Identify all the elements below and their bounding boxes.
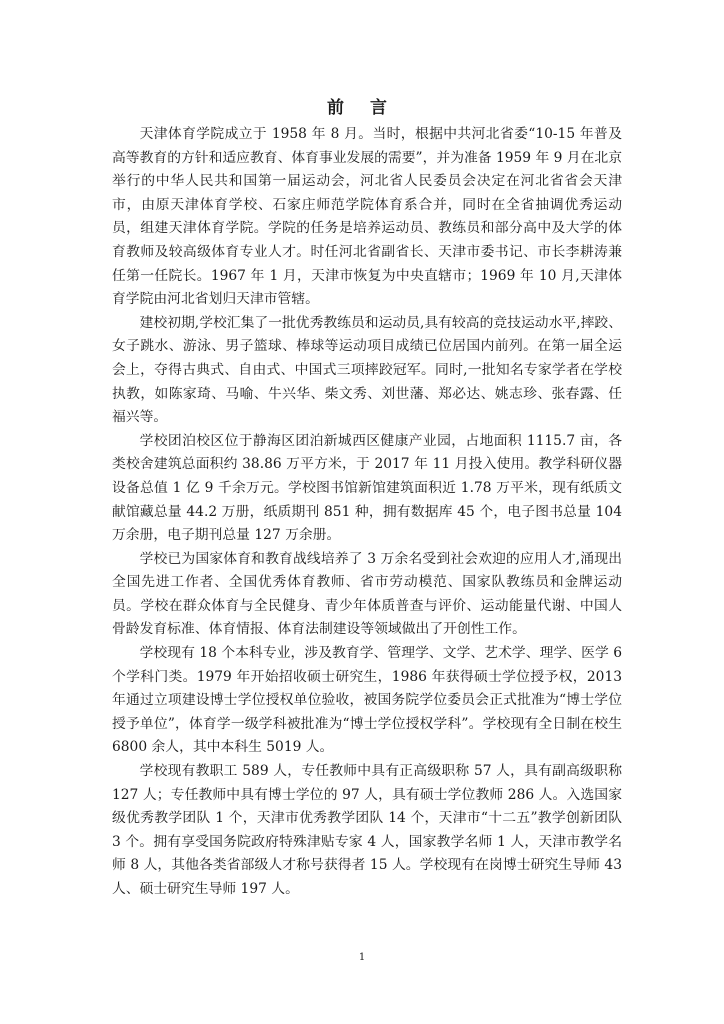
paragraph-campus: 学校团泊校区位于静海区团泊新城西区健康产业园，占地面积 1115.7 亩，各类校舍建筑总面积约 38.86 万平方米，于 2017 年 11 月投入使用。教学科研仪器设备总值 1 亿 9 千余万元。学校图书馆新馆建筑面积近 1.78 万平米，现有纸质文献馆藏总量 44.2 万册，纸质期刊 851 种，拥有数据库 45 个，电子图书总量 104 万余册，电子期刊总量 127 万余册。 bbox=[112, 432, 622, 544]
paragraph-programs: 学校现有 18 个本科专业，涉及教育学、管理学、文学、艺术学、理学、医学 6 个学科门类。1979 年开始招收硕士研究生，1986 年获得硕士学位授予权，2013 年通过立项建设博士学位授权单位验收，被国务院学位委员会正式批准为“博士学位授予单位”，体育学一级学科被批准为“博士学位授权学科”。学校现有全日制在校生 6800 余人，其中本科生 5019 人。 bbox=[112, 645, 622, 756]
paragraph-faculty: 学校现有教职工 589 人，专任教师中具有正高级职称 57 人，具有副高级职称 127 人；专任教师中具有博士学位的 97 人，具有硕士学位教师 286 人。入选国家级优秀教学团队 1 个，天津市优秀教学团队 14 个，天津市“十二五”教学创新团队 3 个。拥有享受国务院政府特殊津贴专家 4 人，国家教学名师 1 人，天津市教学名师 8 人，其他各类省部级人才称号获得者 15 人。学校现有在岗博士研究生导师 43 人、硕士研究生导师 197 人。 bbox=[112, 763, 622, 897]
page-number: 1 bbox=[358, 952, 366, 963]
page-title: 前 言 bbox=[327, 98, 397, 118]
paragraph-history: 天津体育学院成立于 1958 年 8 月。当时，根据中共河北省委“10-15 年普及高等教育的方针和适应教育、体育事业发展的需要”，并为准备 1959 年 9 月在北京举行的中华人民共和国第一届运动会，河北省人民委员会决定在河北省省会天津市，由原天津体育学校、石家庄师范学院体育系合并，同时在全省抽调优秀运动员，组建天津体育学院。学院的任务是培养运动员、教练员和部分高中及大学的体育教师及较高级体育专业人才。时任河北省副省长、天津市委书记、市长李耕涛兼任第一任院长。1967 年 1 月，天津市恢复为中央直辖市；1969 年 10 月,天津体育学院由河北省划归天津市管辖。 bbox=[112, 126, 622, 308]
paragraph-early-years: 建校初期,学校汇集了一批优秀教练员和运动员,具有较高的竞技运动水平,摔跤、女子跳水、游泳、男子篮球、棒球等运动项目成绩已位居国内前列。在第一届全运会上，夺得古典式、自由式、中国式三项摔跤冠军。同时,一批知名专家学者在学校执教，如陈家琦、马喻、牛兴华、柴文秀、刘世藩、郑必达、姚志珍、张春露、任福兴等。 bbox=[112, 314, 622, 426]
paragraph-graduates: 学校已为国家体育和教育战线培养了 3 万余名受到社会欢迎的应用人才,涌现出全国先进工作者、全国优秀体育教师、省市劳动模范、国家队教练员和金牌运动员。学校在群众体育与全民健身、青少年体质普查与评价、运动能量代谢、中国人骨龄发育标准、体育情报、体育法制建设等领域做出了开创性工作。 bbox=[112, 550, 622, 638]
body-text bbox=[112, 123, 622, 902]
